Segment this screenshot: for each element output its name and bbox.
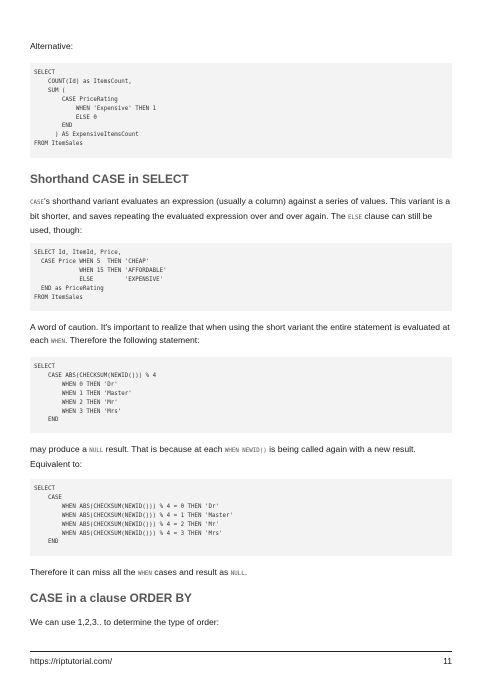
code-block-equivalent: [30, 479, 452, 556]
inline-code-null: NULL: [230, 571, 245, 577]
paragraph-text: .: [244, 567, 248, 577]
footer-url: https://riptutorial.com/: [30, 656, 113, 666]
alternative-label: Alternative:: [30, 41, 73, 51]
code-block-alternative: [30, 63, 452, 158]
paragraph-text: cases and result as: [151, 567, 231, 577]
paragraph-text: . Therefore the following statement:: [65, 334, 200, 345]
paragraph-text: 's shorthand variant evaluates an expression (usually a column) against a series of values. This variant is a bit shorter, and saves repeating the evaluated expression over and over again. The: [30, 196, 451, 221]
inline-code-else: ELSE: [348, 214, 362, 221]
code-text: SELECT Id, ItemId, Price, CASE Price WHEN 5 THEN 'CHEAP' WHEN 15 THEN 'AFFORDABLE' ELSE 'EXPENSIVE' END as PriceRating FROM ItemSales: [34, 250, 167, 301]
paragraph-text: clause can still be used, though:: [30, 210, 433, 236]
code-block-shorthand: [30, 243, 452, 311]
inline-code-when-newid: WHEN NEWID(): [224, 448, 267, 454]
paragraph-null-result: [30, 443, 452, 470]
code-text: SELECT COUNT(Id) as ItemsCount, SUM ( CASE PriceRating WHEN 'Expensive' THEN 1 ELSE 0 END ) AS ExpensiveItemsCount FROM ItemSales: [34, 70, 157, 148]
paragraph-text: A word of caution. It's important to realize that when using the short variant the entire statement is evaluated at each: [30, 322, 450, 345]
code-text: SELECT CASE WHEN ABS(CHECKSUM(NEWID())) % 4 = 0 THEN 'Dr' WHEN ABS(CHECKSUM(NEWID())) % 4 = 1 THEN 'Master' WHEN ABS(CHECKSUM(NEWID())) % 4 = 2 THEN 'Mr' WHEN ABS(CHECKSUM(NEWID())) % 4 = 3 THEN 'Mrs' END: [34, 486, 233, 546]
paragraph-order-by: We can use 1,2,3.. to determine the type of order:: [30, 617, 220, 627]
inline-code-null: NULL: [89, 448, 104, 454]
inline-code-case: CASE: [30, 200, 44, 206]
paragraph-caution: [30, 321, 452, 348]
paragraph-text: is being called again with a new result. Equivalent to:: [30, 444, 416, 469]
code-text: SELECT CASE ABS(CHECKSUM(NEWID())) % 4 WHEN 0 THEN 'Dr' WHEN 1 THEN 'Master' WHEN 2 THEN 'Mr' WHEN 3 THEN 'Mrs' END: [34, 364, 157, 424]
section-heading-shorthand-case: Shorthand CASE in SELECT: [30, 172, 189, 186]
paragraph-text: Therefore it can miss all the: [30, 567, 138, 577]
paragraph-text: may produce a: [30, 444, 90, 454]
paragraph-therefore: [30, 566, 452, 581]
code-block-case-abs: [30, 357, 452, 433]
paragraph-text: result. That is because at each: [103, 444, 225, 454]
footer-divider: [30, 651, 452, 652]
inline-code-when: WHEN: [137, 571, 152, 577]
paragraph-shorthand-intro: [30, 195, 452, 237]
footer-page-number: 11: [443, 656, 452, 666]
section-heading-order-by: CASE in a clause ORDER BY: [30, 591, 192, 605]
inline-code-when: WHEN: [51, 338, 65, 345]
